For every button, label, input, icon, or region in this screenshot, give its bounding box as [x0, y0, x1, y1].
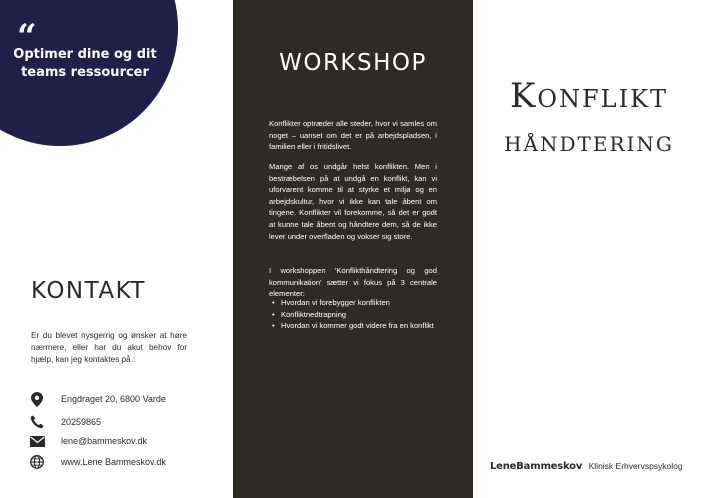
contact-address [29, 391, 166, 407]
address-text: Engdraget 20, 6800 Varde [61, 394, 166, 404]
phone-icon [29, 414, 45, 430]
phone-text[interactable]: 20259865 [61, 417, 102, 427]
brand-name: LeneBammeskov [490, 461, 583, 472]
email-link[interactable]: lene@bammeskov.dk [61, 436, 148, 446]
list-item: • Hvordan vi kommer godt videre fra en konflikt [269, 320, 441, 332]
tagline: Optimer dine og dit teams ressourcer [13, 47, 157, 80]
kontakt-intro: Er du blevet nysgerrig og ønsker at høre nærmere, eller har du akut behov for hjælp, kan jeg kontaktes på : [31, 331, 187, 364]
konflikt-title: Konflikt [509, 76, 669, 116]
workshop-paragraph-2: Mange af os undgår helst konflikten. Men i bestræbelsen på at undgå en konflikt, kan vi uforvarent komme til at styrke et miljø og en arbejdskultur, hvor vi ikke kan tale åbent om tingene. Konflikter vil forekomme, så det er godt at kunne tale åbent og håndtere dem, så de ikke lever under overfladen og vokser sig store. [269, 162, 437, 241]
middle-panel [233, 0, 473, 498]
envelope-icon [29, 433, 45, 449]
location-pin-icon [29, 391, 45, 407]
workshop-heading: WORKSHOP [279, 50, 427, 76]
workshop-bullet-list [269, 297, 441, 332]
brand-signature [490, 456, 683, 474]
brand-tagline: Klinisk Erhvervspsykolog [588, 461, 683, 471]
left-panel [0, 0, 233, 498]
workshop-paragraph-1: Konflikter optræder alle steder, hvor vi samles om noget – uanset om det er på arbejdspladsen, i familien eller i fritidslivet. [269, 119, 437, 152]
quote-icon: “ [17, 17, 37, 57]
website-link[interactable]: www.Lene Bammeskov.dk [61, 457, 166, 467]
workshop-paragraph-3: I workshoppen 'Konflikthåndtering og god kommunikation' sætter vi fokus på 3 centrale elementer: [269, 266, 437, 299]
kontakt-heading: KONTAKT [31, 278, 146, 304]
contact-email[interactable] [29, 433, 147, 449]
globe-icon [29, 454, 45, 470]
contact-website[interactable] [29, 454, 166, 470]
konflikt-subtitle: HÅNDTERING [504, 132, 674, 156]
list-item: • Hvordan vi forebygger konflikten [269, 297, 441, 309]
contact-phone[interactable] [29, 414, 101, 430]
list-item: • Konfliktnedtrapning [269, 309, 441, 321]
right-panel [473, 0, 705, 498]
